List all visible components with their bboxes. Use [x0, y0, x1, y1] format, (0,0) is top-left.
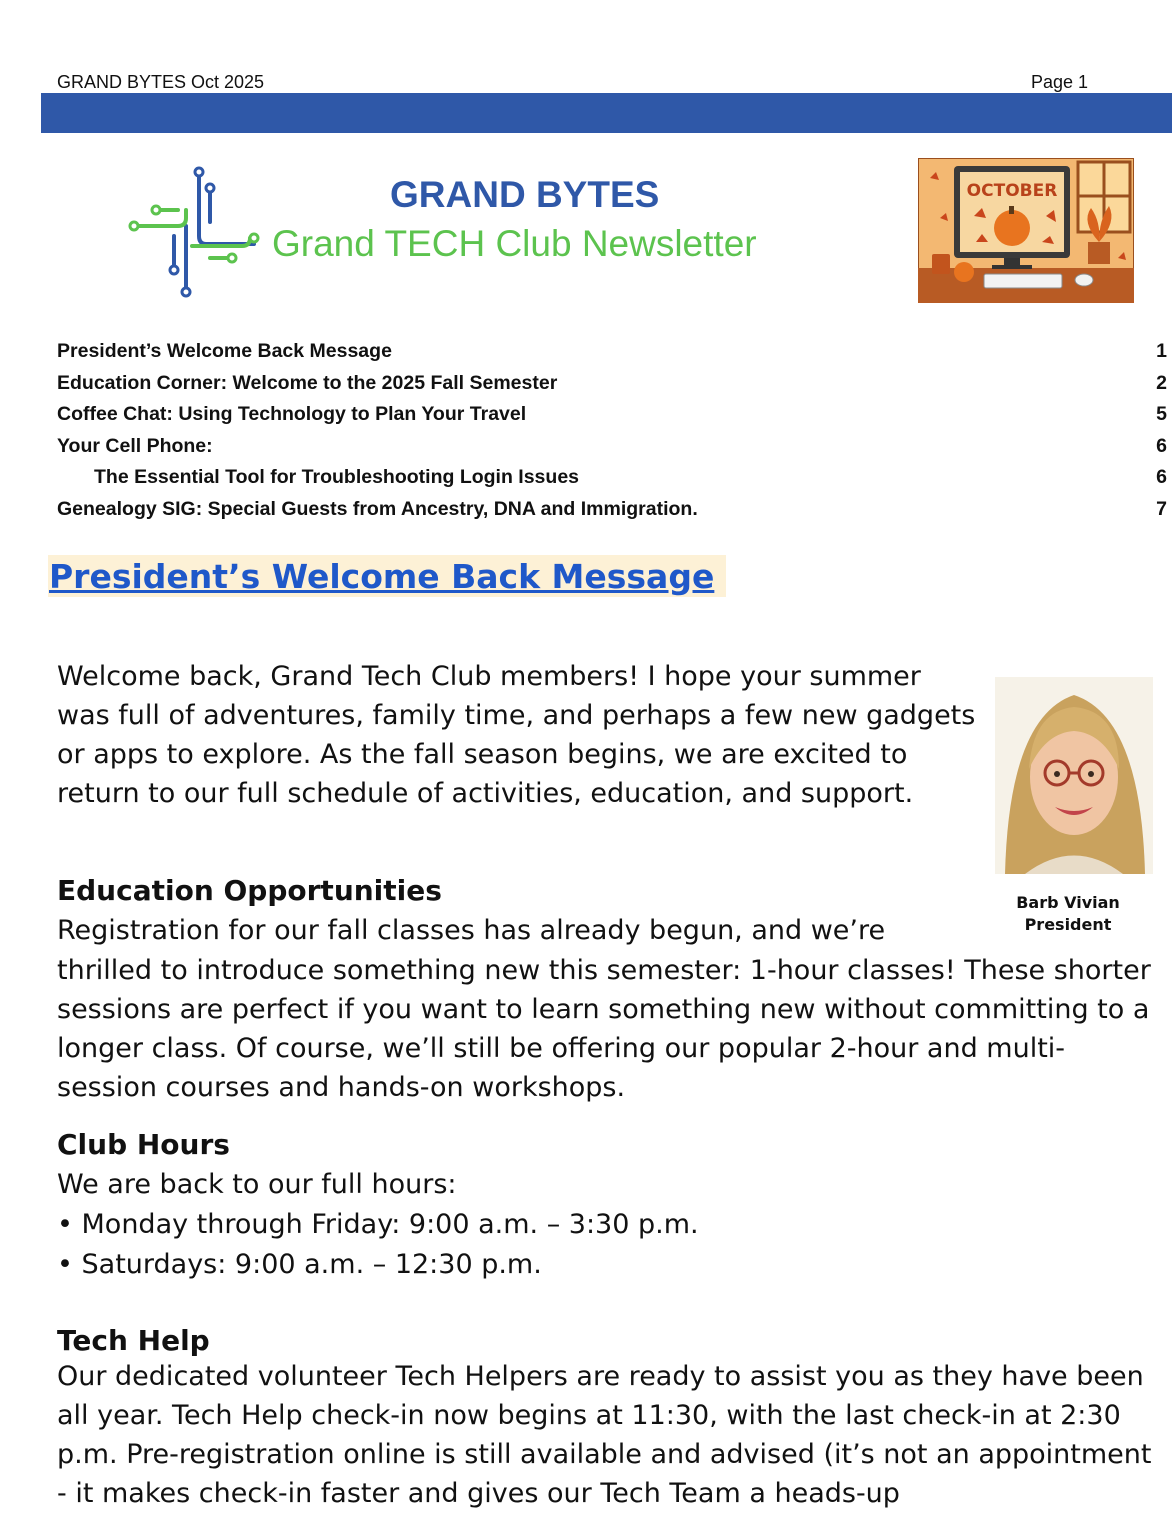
toc-row[interactable]: [57, 496, 1167, 528]
toc-page: 7: [1156, 497, 1167, 520]
header-bar: [41, 93, 1172, 133]
toc-title: President’s Welcome Back Message: [57, 340, 392, 362]
newsletter-subtitle: Grand TECH Club Newsletter: [272, 223, 757, 264]
club-hours-item: • Saturdays: 9:00 a.m. – 12:30 p.m.: [57, 1249, 542, 1280]
toc-row[interactable]: [57, 433, 1167, 465]
page-number: Page 1: [1031, 72, 1089, 92]
tech-help-heading: Tech Help: [57, 1324, 210, 1357]
club-hours-heading: Club Hours: [57, 1128, 230, 1161]
toc-row[interactable]: [57, 464, 1167, 496]
portrait-caption: [990, 892, 1146, 936]
toc-page: 6: [1156, 434, 1167, 457]
page-header-title: GRAND BYTES Oct 2025: [57, 72, 265, 92]
tech-help-paragraph: Our dedicated volunteer Tech Helpers are ready to assist you as they have been all year. Tech Help check-in now begins at 11:30, with the last check-in at 2:30 p.m. Pre-registration online is still available and advised (it’s not an appointment - it makes check-in faster and gives our Tech Team a heads-up: [57, 1361, 1152, 1509]
toc-row[interactable]: [57, 401, 1167, 433]
toc-page: 5: [1156, 403, 1167, 425]
education-paragraph: thrilled to introduce something new this semester: 1-hour classes! These shorter sessions are perfect if you want to learn something new without committing to a longer class. Of course, we’ll still be offering our popular 2-hour and multi-session courses and hands-on workshops.: [57, 955, 1151, 1103]
table-of-contents: [57, 338, 1167, 527]
education-heading: Education Opportunities: [57, 874, 442, 907]
circuit-cross-logo: [126, 166, 262, 300]
toc-title: Coffee Chat: Using Technology to Plan Your Travel: [57, 403, 527, 425]
toc-title: The Essential Tool for Troubleshooting Login Issues: [94, 466, 580, 488]
toc-title: Your Cell Phone:: [57, 434, 213, 457]
newsletter-title: GRAND BYTES: [390, 174, 660, 215]
president-portrait: [995, 677, 1153, 874]
portrait-caption-role: President: [1024, 915, 1112, 934]
toc-row[interactable]: [57, 338, 1167, 370]
article-title-link[interactable]: President’s Welcome Back Message: [49, 557, 715, 596]
toc-title: Genealogy SIG: Special Guests from Ancestry, DNA and Immigration.: [57, 497, 698, 520]
education-paragraph-line1: Registration for our fall classes has already begun, and we’re: [57, 915, 886, 946]
toc-page: 6: [1156, 466, 1167, 488]
club-hours-item: • Monday through Friday: 9:00 a.m. – 3:30 p.m.: [57, 1209, 699, 1240]
october-label: OCTOBER: [966, 181, 1058, 201]
club-hours-intro: We are back to our full hours:: [57, 1169, 457, 1200]
toc-title: Education Corner: Welcome to the 2025 Fall Semester: [57, 371, 558, 394]
autumn-computer-illustration: [918, 158, 1134, 303]
toc-row[interactable]: [57, 370, 1167, 402]
intro-paragraph: Welcome back, Grand Tech Club members! I hope your summer was full of adventures, family time, and perhaps a few new gadgets or apps to explore. As the fall season begins, we are excited to return to our full schedule of activities, education, and support.: [57, 661, 976, 809]
toc-page: 1: [1156, 340, 1167, 362]
toc-page: 2: [1156, 371, 1167, 394]
portrait-caption-name: Barb Vivian: [1016, 893, 1120, 912]
